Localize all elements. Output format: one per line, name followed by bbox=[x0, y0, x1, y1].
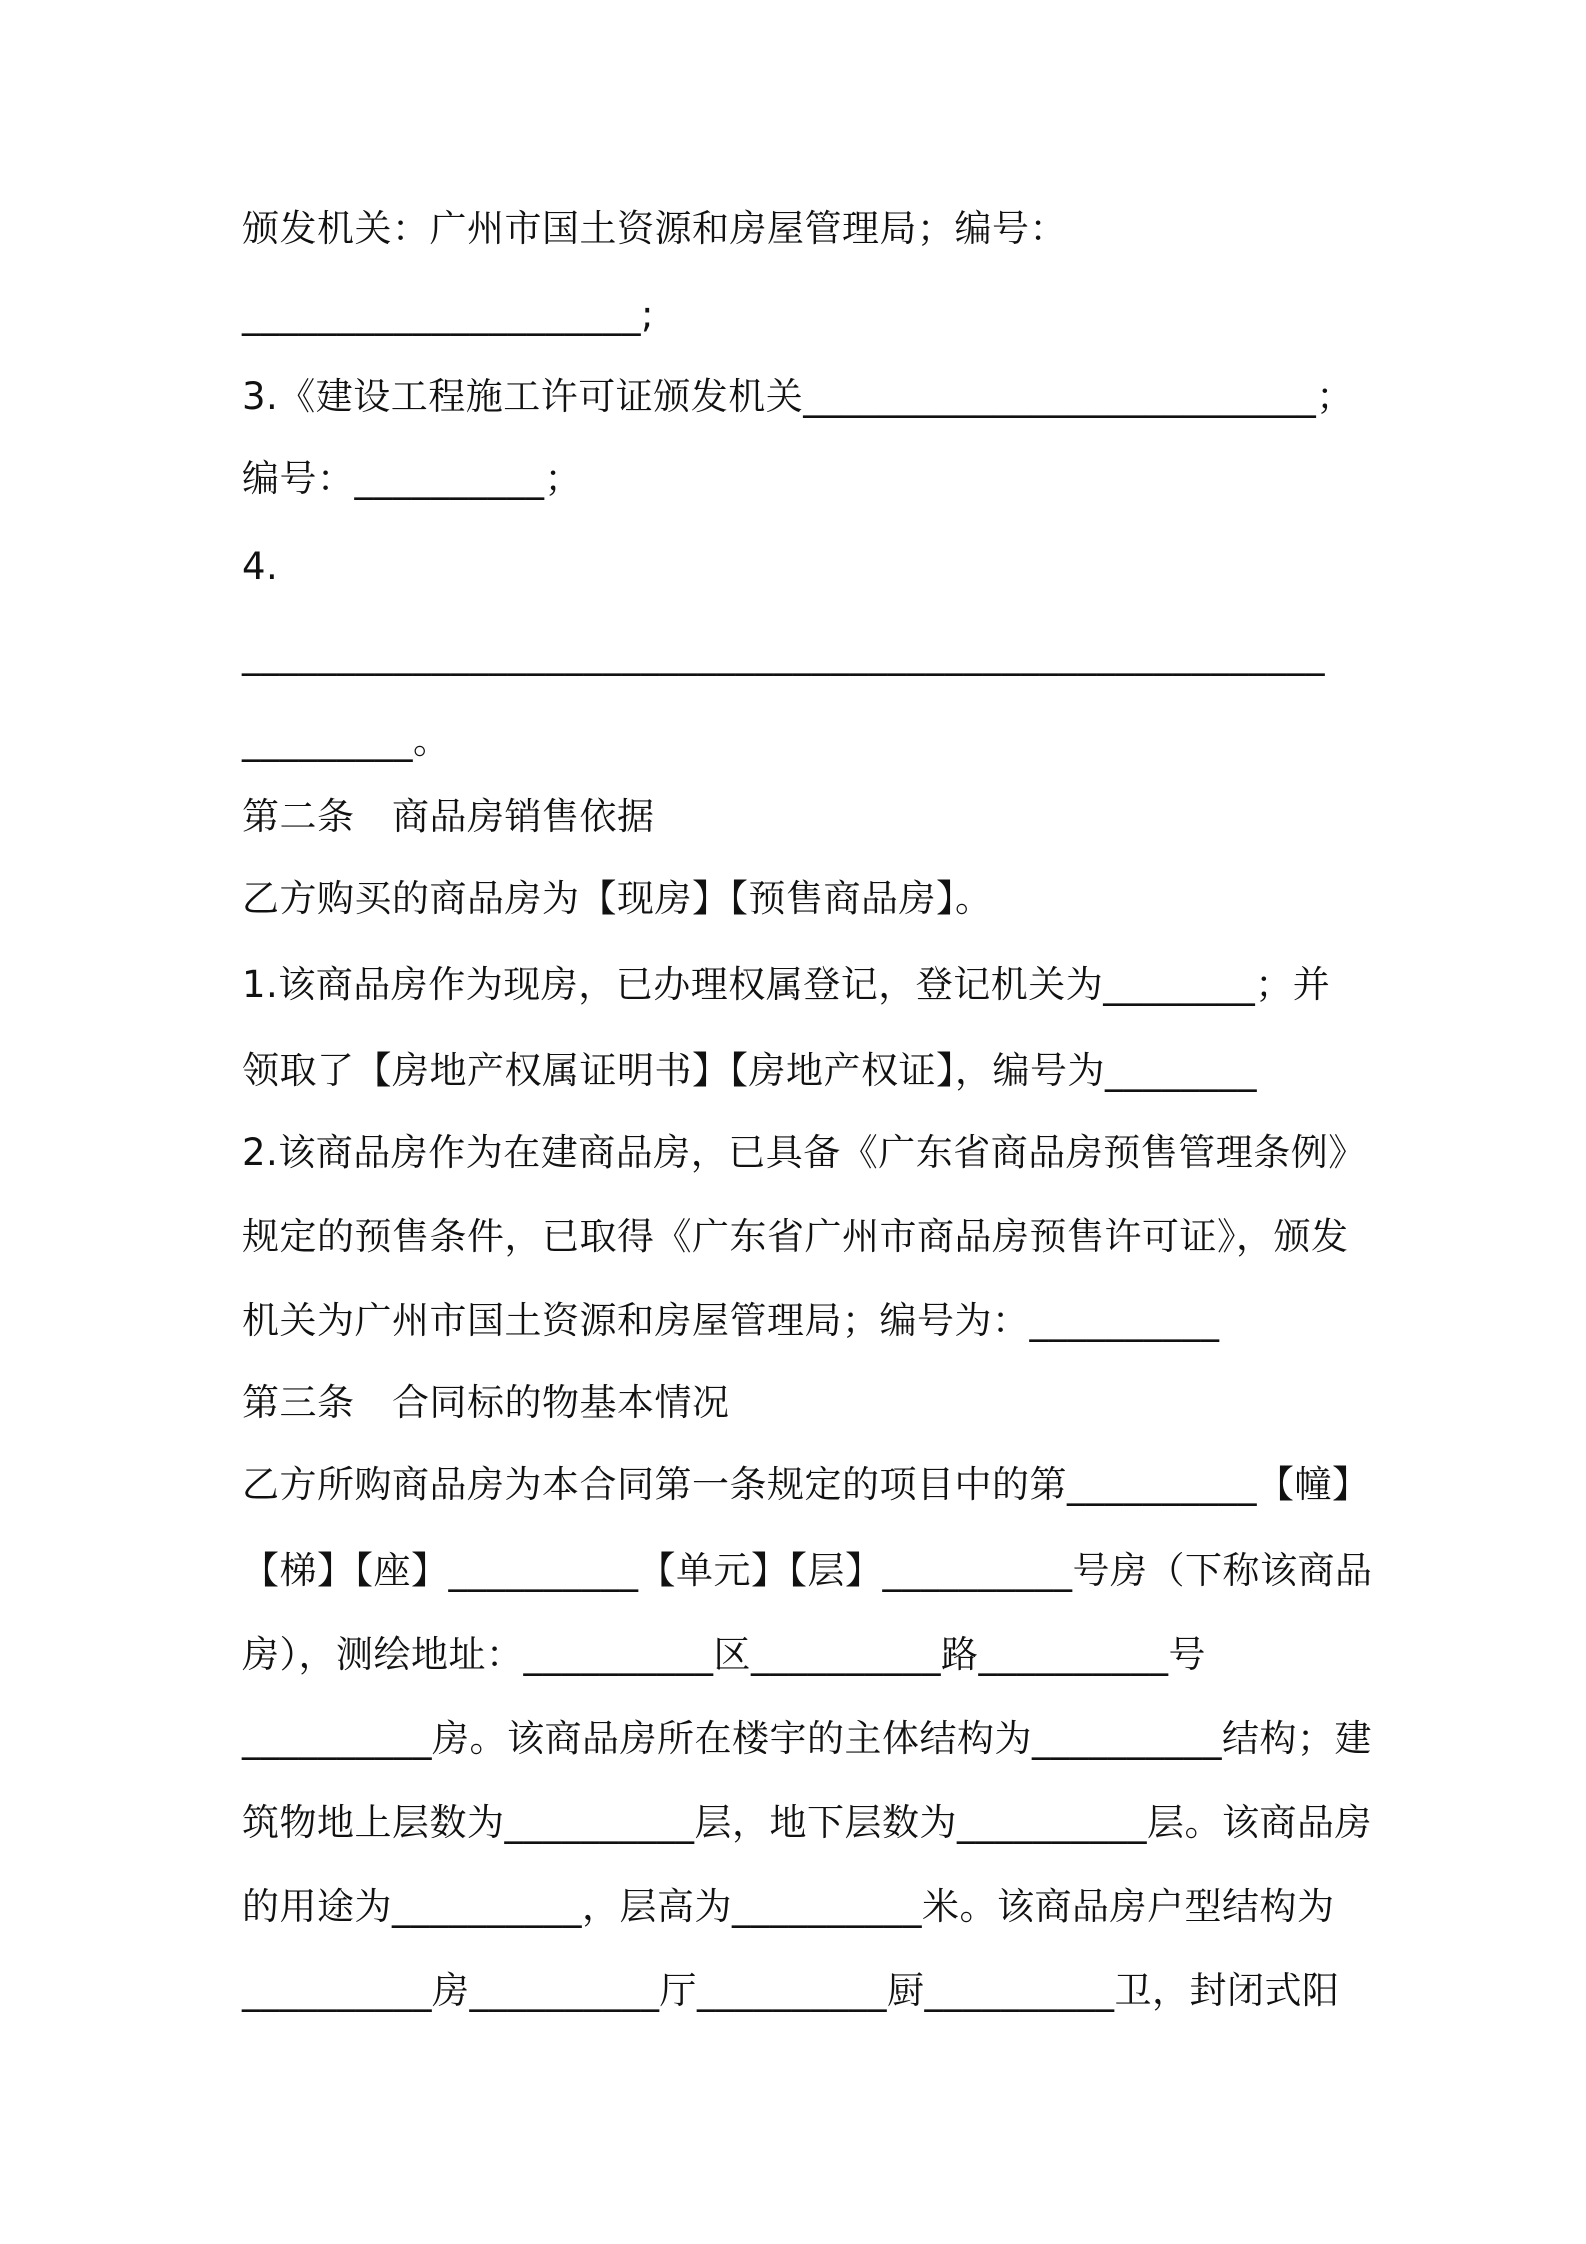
article-3-body-line-3: 房），测绘地址：__________区__________路__________号 bbox=[242, 1633, 1206, 1676]
article-2-item-1-line-2: 领取了【房地产权属证明书】【房地产权证】，编号为________ bbox=[242, 1049, 1257, 1092]
article-3-body-line-4: __________房。该商品房所在楼宇的主体结构为__________结构；建 bbox=[242, 1717, 1372, 1760]
item-4-blank-end: _________。 bbox=[242, 719, 451, 762]
article-3-heading: 第三条 合同标的物基本情况 bbox=[242, 1381, 730, 1424]
article-2-item-2-line-2: 规定的预售条件，已取得《广东省广州市商品房预售许可证》，颁发 bbox=[242, 1215, 1349, 1258]
article-3-body-line-6: 的用途为__________，层高为__________米。该商品房户型结构为 bbox=[242, 1885, 1335, 1928]
article-2-item-1-line-1: 1.该商品房作为现房，已办理权属登记，登记机关为________；并 bbox=[242, 963, 1331, 1006]
article-2-item-2-line-3: 机关为广州市国土资源和房屋管理局；编号为：__________ bbox=[242, 1299, 1220, 1342]
article-2-item-2-line-1: 2.该商品房作为在建商品房，已具备《广东省商品房预售管理条例》 bbox=[242, 1131, 1366, 1174]
item-4-label: 4. bbox=[242, 545, 279, 588]
issuing-number-blank: _____________________; bbox=[242, 293, 654, 336]
construction-permit-number: 编号：__________； bbox=[242, 457, 582, 500]
article-3-body-line-5: 筑物地上层数为__________层，地下层数为__________层。该商品房 bbox=[242, 1801, 1372, 1844]
construction-permit-line: 3.《建设工程施工许可证颁发机关___________________________； bbox=[242, 375, 1354, 418]
article-3-body-line-7: __________房__________厅__________厨__________卫，封闭式阳 bbox=[242, 1969, 1340, 2012]
issuing-authority-line: 颁发机关：广州市国土资源和房屋管理局；编号： bbox=[242, 207, 1067, 250]
article-3-body-line-2: 【梯】【座】__________【单元】【层】__________号房（下称该商品 bbox=[242, 1549, 1373, 1592]
article-2-intro: 乙方购买的商品房为【现房】【预售商品房】。 bbox=[242, 877, 993, 920]
article-2-heading: 第二条 商品房销售依据 bbox=[242, 795, 655, 838]
item-4-blank-line: _________________________________________________________ bbox=[242, 633, 1325, 676]
article-3-body-line-1: 乙方所购商品房为本合同第一条规定的项目中的第__________【幢】 bbox=[242, 1463, 1370, 1506]
